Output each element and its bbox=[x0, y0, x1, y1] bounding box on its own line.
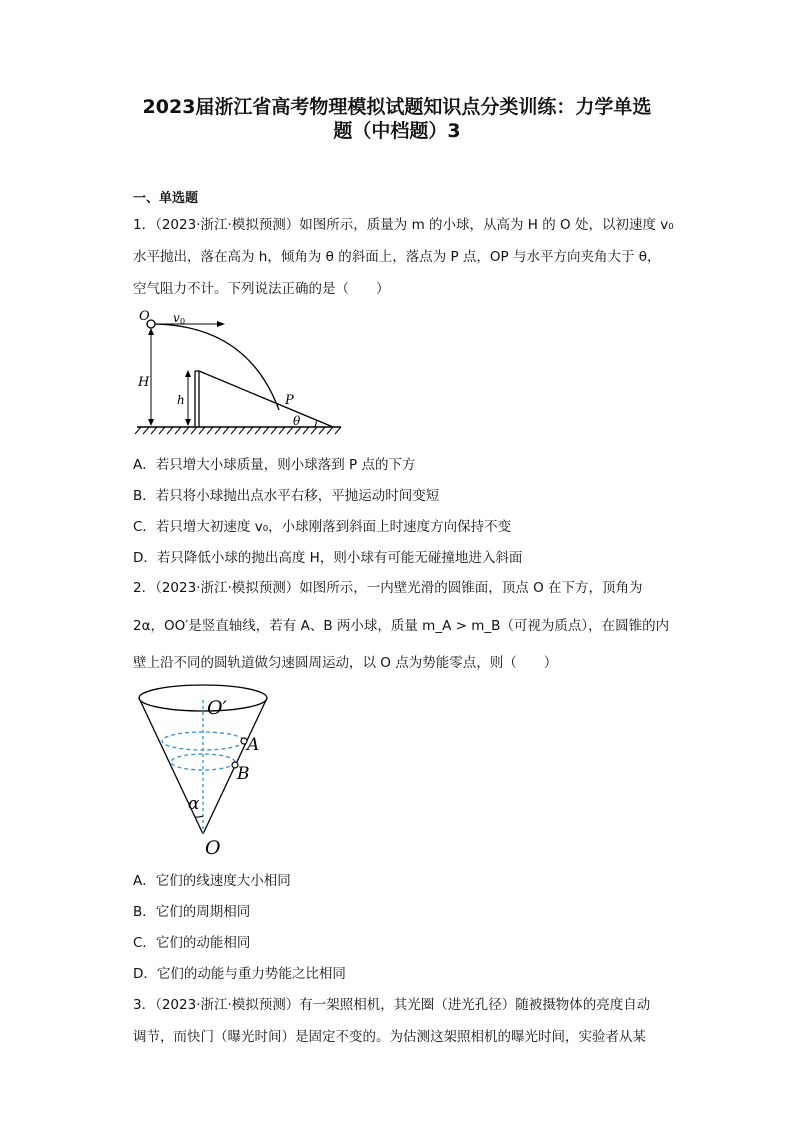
label-H: H bbox=[138, 375, 150, 390]
label-theta: θ bbox=[293, 414, 301, 428]
q2-text-line1: 2．（2023·浙江·模拟预测）如图所示，一内壁光滑的圆锥面，顶点 O 在下方，顶角为 bbox=[133, 580, 643, 596]
q1-text-line2: 水平抛出，落在高为 h，倾角为 θ 的斜面上，落点为 P 点，OP 与水平方向夹角大于 θ， bbox=[133, 249, 661, 265]
label-O: O bbox=[205, 837, 221, 859]
paper-title-line2: 题（中档题）3 bbox=[333, 120, 461, 142]
q1-option-b: B．若只将小球抛出点水平右移，平抛运动时间变短 bbox=[133, 488, 440, 504]
q2-option-d: D．它们的动能与重力势能之比相同 bbox=[133, 966, 346, 982]
label-P: P bbox=[285, 393, 294, 408]
q2-option-b: B．它们的周期相同 bbox=[133, 904, 251, 920]
q1-text-line1: 1．（2023·浙江·模拟预测）如图所示，质量为 m 的小球，从高为 H 的 O 处，以初速度 v₀ bbox=[133, 217, 674, 233]
label-alpha: α bbox=[188, 794, 200, 814]
paper-title-line1: 2023届浙江省高考物理模拟试题知识点分类训练：力学单选 bbox=[142, 96, 652, 118]
q3-text-line1: 3．（2023·浙江·模拟预测）有一架照相机，其光圈（进光孔径）随被摄物体的亮度自动 bbox=[133, 997, 651, 1013]
q2-option-a: A．它们的线速度大小相同 bbox=[133, 873, 291, 889]
label-v0: v bbox=[173, 311, 180, 325]
label-v0-subscript: 0 bbox=[180, 317, 186, 326]
q1-text-line3: 空气阻力不计。下列说法正确的是（ ） bbox=[133, 281, 390, 297]
label-B: B bbox=[237, 764, 250, 784]
q1-option-c: C．若只增大初速度 v₀，小球刚落到斜面上时速度方向保持不变 bbox=[133, 519, 512, 535]
q1-option-d: D．若只降低小球的抛出高度 H，则小球有可能无碰撞地进入斜面 bbox=[133, 550, 523, 566]
q1-option-a: A．若只增大小球质量，则小球落到 P 点的下方 bbox=[133, 457, 416, 473]
q3-text-line2: 调节，而快门（曝光时间）是固定不变的。为估测这架照相机的曝光时间，实验者从某 bbox=[133, 1029, 646, 1045]
q2-option-c: C．它们的动能相同 bbox=[133, 935, 251, 951]
label-O: O bbox=[139, 309, 150, 324]
section-heading: 一、单选题 bbox=[133, 191, 199, 206]
q1-projectile-figure bbox=[133, 306, 348, 441]
label-A: A bbox=[247, 735, 260, 755]
label-h: h bbox=[177, 393, 185, 407]
q2-text-line2: 2α，OO′是竖直轴线，若有 A、B 两小球，质量 m_A > m_B（可视为质点），在圆锥的内 bbox=[133, 618, 670, 634]
q2-cone-figure bbox=[133, 680, 273, 860]
label-O-prime: O′ bbox=[207, 697, 227, 719]
q2-text-line3: 壁上沿不同的圆轨道做匀速圆周运动，以 O 点为势能零点，则（ ） bbox=[133, 655, 558, 671]
